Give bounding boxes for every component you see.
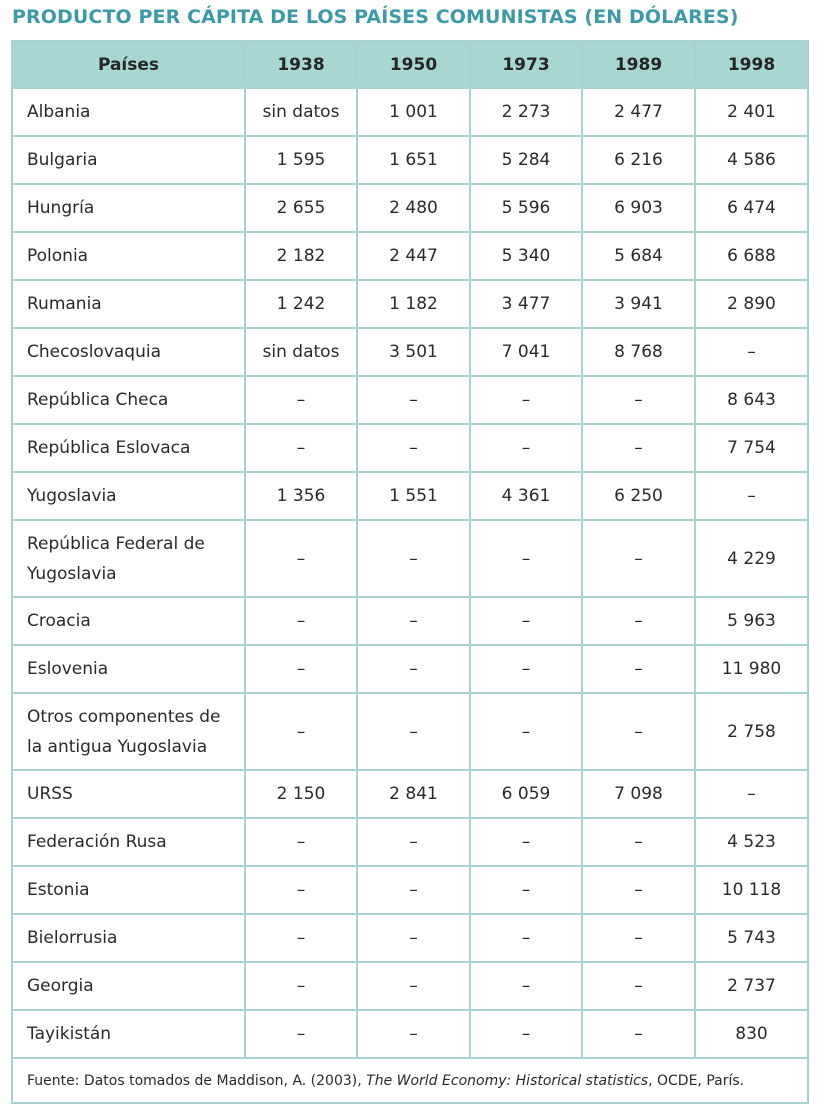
value-cell-1998: 2 737 bbox=[695, 962, 808, 1010]
table-row bbox=[12, 376, 808, 424]
value-cell-1950: 2 841 bbox=[357, 770, 470, 818]
source-suffix: , OCDE, París. bbox=[648, 1072, 745, 1089]
value-cell-1950: 1 651 bbox=[357, 136, 470, 184]
value-cell-1989: – bbox=[582, 693, 695, 770]
value-cell-1989: – bbox=[582, 424, 695, 472]
value-cell-1973: – bbox=[470, 866, 582, 914]
value-cell-1973: – bbox=[470, 597, 582, 645]
value-cell-1998: 5 963 bbox=[695, 597, 808, 645]
value-cell-1950: 1 001 bbox=[357, 88, 470, 136]
source-prefix: Fuente: Datos tomados de Maddison, A. (2003), bbox=[27, 1072, 367, 1089]
value-cell-1938: – bbox=[245, 376, 357, 424]
country-cell: Federación Rusa bbox=[12, 818, 245, 866]
value-cell-1950: – bbox=[357, 520, 470, 597]
country-name-line: Yugoslavia bbox=[27, 563, 117, 584]
value-cell-1950: – bbox=[357, 424, 470, 472]
column-header-1973: 1973 bbox=[470, 41, 582, 88]
value-cell-1950: – bbox=[357, 376, 470, 424]
table-row bbox=[12, 232, 808, 280]
value-cell-1973: 5 284 bbox=[470, 136, 582, 184]
table-title: PRODUCTO PER CÁPITA DE LOS PAÍSES COMUNISTAS (EN DÓLARES) bbox=[12, 6, 739, 28]
value-cell-1989: – bbox=[582, 914, 695, 962]
country-cell: República Eslovaca bbox=[12, 424, 245, 472]
value-cell-1938: – bbox=[245, 818, 357, 866]
table-row bbox=[12, 597, 808, 645]
value-cell-1938: – bbox=[245, 424, 357, 472]
value-cell-1998: 6 688 bbox=[695, 232, 808, 280]
value-cell-1950: 1 182 bbox=[357, 280, 470, 328]
value-cell-1989: – bbox=[582, 520, 695, 597]
value-cell-1938: 2 150 bbox=[245, 770, 357, 818]
value-cell-1938: – bbox=[245, 962, 357, 1010]
value-cell-1998: 4 229 bbox=[695, 520, 808, 597]
value-cell-1938: sin datos bbox=[245, 88, 357, 136]
value-cell-1973: – bbox=[470, 520, 582, 597]
source-note bbox=[12, 1058, 808, 1103]
country-cell: Croacia bbox=[12, 597, 245, 645]
country-cell bbox=[12, 520, 245, 597]
country-cell: Georgia bbox=[12, 962, 245, 1010]
column-header-1938: 1938 bbox=[245, 41, 357, 88]
value-cell-1950: – bbox=[357, 866, 470, 914]
value-cell-1989: 5 684 bbox=[582, 232, 695, 280]
country-cell: Estonia bbox=[12, 866, 245, 914]
table-row bbox=[12, 914, 808, 962]
value-cell-1973: – bbox=[470, 693, 582, 770]
country-cell bbox=[12, 693, 245, 770]
value-cell-1989: – bbox=[582, 1010, 695, 1058]
value-cell-1998: – bbox=[695, 770, 808, 818]
table-row bbox=[12, 136, 808, 184]
value-cell-1989: – bbox=[582, 597, 695, 645]
value-cell-1989: – bbox=[582, 866, 695, 914]
value-cell-1973: – bbox=[470, 914, 582, 962]
value-cell-1998: 7 754 bbox=[695, 424, 808, 472]
value-cell-1998: – bbox=[695, 328, 808, 376]
value-cell-1973: 5 340 bbox=[470, 232, 582, 280]
table-row bbox=[12, 328, 808, 376]
table-row bbox=[12, 1010, 808, 1058]
value-cell-1973: – bbox=[470, 645, 582, 693]
table-row bbox=[12, 962, 808, 1010]
source-row bbox=[12, 1058, 808, 1103]
country-cell: República Checa bbox=[12, 376, 245, 424]
value-cell-1938: – bbox=[245, 866, 357, 914]
value-cell-1950: – bbox=[357, 962, 470, 1010]
country-cell: Hungría bbox=[12, 184, 245, 232]
value-cell-1989: – bbox=[582, 645, 695, 693]
value-cell-1998: 11 980 bbox=[695, 645, 808, 693]
value-cell-1938: – bbox=[245, 1010, 357, 1058]
table-row bbox=[12, 88, 808, 136]
value-cell-1998: 8 643 bbox=[695, 376, 808, 424]
value-cell-1973: 6 059 bbox=[470, 770, 582, 818]
value-cell-1950: 2 480 bbox=[357, 184, 470, 232]
value-cell-1973: 2 273 bbox=[470, 88, 582, 136]
value-cell-1950: – bbox=[357, 914, 470, 962]
value-cell-1973: – bbox=[470, 1010, 582, 1058]
table-row bbox=[12, 424, 808, 472]
source-work-title: The World Economy: Historical statistics bbox=[366, 1072, 649, 1089]
column-header-1989: 1989 bbox=[582, 41, 695, 88]
value-cell-1989: – bbox=[582, 818, 695, 866]
column-header-countries: Países bbox=[12, 41, 245, 88]
value-cell-1950: 2 447 bbox=[357, 232, 470, 280]
table-row bbox=[12, 520, 808, 597]
value-cell-1998: 2 758 bbox=[695, 693, 808, 770]
value-cell-1938: – bbox=[245, 520, 357, 597]
value-cell-1950: – bbox=[357, 693, 470, 770]
value-cell-1950: – bbox=[357, 818, 470, 866]
value-cell-1989: 8 768 bbox=[582, 328, 695, 376]
country-name-line: República Federal de bbox=[27, 533, 205, 554]
table-row bbox=[12, 184, 808, 232]
column-header-1950: 1950 bbox=[357, 41, 470, 88]
value-cell-1938: 1 356 bbox=[245, 472, 357, 520]
value-cell-1950: 3 501 bbox=[357, 328, 470, 376]
value-cell-1950: – bbox=[357, 1010, 470, 1058]
value-cell-1989: – bbox=[582, 962, 695, 1010]
header-row bbox=[12, 41, 808, 88]
value-cell-1938: – bbox=[245, 693, 357, 770]
value-cell-1998: – bbox=[695, 472, 808, 520]
table-row bbox=[12, 472, 808, 520]
value-cell-1938: sin datos bbox=[245, 328, 357, 376]
value-cell-1989: 6 903 bbox=[582, 184, 695, 232]
value-cell-1973: 3 477 bbox=[470, 280, 582, 328]
country-cell: Bulgaria bbox=[12, 136, 245, 184]
value-cell-1950: – bbox=[357, 597, 470, 645]
country-cell: Albania bbox=[12, 88, 245, 136]
value-cell-1938: 2 182 bbox=[245, 232, 357, 280]
table-row bbox=[12, 693, 808, 770]
country-name-line: la antigua Yugoslavia bbox=[27, 736, 208, 757]
table-row bbox=[12, 818, 808, 866]
value-cell-1998: 830 bbox=[695, 1010, 808, 1058]
value-cell-1950: – bbox=[357, 645, 470, 693]
value-cell-1973: – bbox=[470, 818, 582, 866]
value-cell-1938: – bbox=[245, 645, 357, 693]
value-cell-1998: 4 586 bbox=[695, 136, 808, 184]
value-cell-1973: 5 596 bbox=[470, 184, 582, 232]
value-cell-1973: 4 361 bbox=[470, 472, 582, 520]
value-cell-1973: – bbox=[470, 376, 582, 424]
country-cell: Rumania bbox=[12, 280, 245, 328]
column-header-1998: 1998 bbox=[695, 41, 808, 88]
value-cell-1989: – bbox=[582, 376, 695, 424]
table-row bbox=[12, 866, 808, 914]
table-row bbox=[12, 770, 808, 818]
table-body bbox=[12, 88, 808, 1103]
value-cell-1973: 7 041 bbox=[470, 328, 582, 376]
value-cell-1998: 5 743 bbox=[695, 914, 808, 962]
value-cell-1989: 7 098 bbox=[582, 770, 695, 818]
country-cell: URSS bbox=[12, 770, 245, 818]
value-cell-1950: 1 551 bbox=[357, 472, 470, 520]
country-name-line: Otros componentes de bbox=[27, 706, 221, 727]
value-cell-1938: – bbox=[245, 914, 357, 962]
country-cell: Eslovenia bbox=[12, 645, 245, 693]
country-cell: Tayikistán bbox=[12, 1010, 245, 1058]
value-cell-1973: – bbox=[470, 424, 582, 472]
value-cell-1998: 4 523 bbox=[695, 818, 808, 866]
value-cell-1973: – bbox=[470, 962, 582, 1010]
value-cell-1938: 2 655 bbox=[245, 184, 357, 232]
value-cell-1989: 3 941 bbox=[582, 280, 695, 328]
table-row bbox=[12, 280, 808, 328]
value-cell-1998: 10 118 bbox=[695, 866, 808, 914]
value-cell-1938: 1 242 bbox=[245, 280, 357, 328]
value-cell-1938: 1 595 bbox=[245, 136, 357, 184]
value-cell-1989: 6 250 bbox=[582, 472, 695, 520]
gdp-per-capita-table bbox=[11, 40, 809, 1104]
value-cell-1998: 2 401 bbox=[695, 88, 808, 136]
value-cell-1998: 2 890 bbox=[695, 280, 808, 328]
country-cell: Checoslovaquia bbox=[12, 328, 245, 376]
value-cell-1989: 2 477 bbox=[582, 88, 695, 136]
value-cell-1998: 6 474 bbox=[695, 184, 808, 232]
value-cell-1938: – bbox=[245, 597, 357, 645]
value-cell-1989: 6 216 bbox=[582, 136, 695, 184]
country-cell: Yugoslavia bbox=[12, 472, 245, 520]
country-cell: Polonia bbox=[12, 232, 245, 280]
table-row bbox=[12, 645, 808, 693]
country-cell: Bielorrusia bbox=[12, 914, 245, 962]
